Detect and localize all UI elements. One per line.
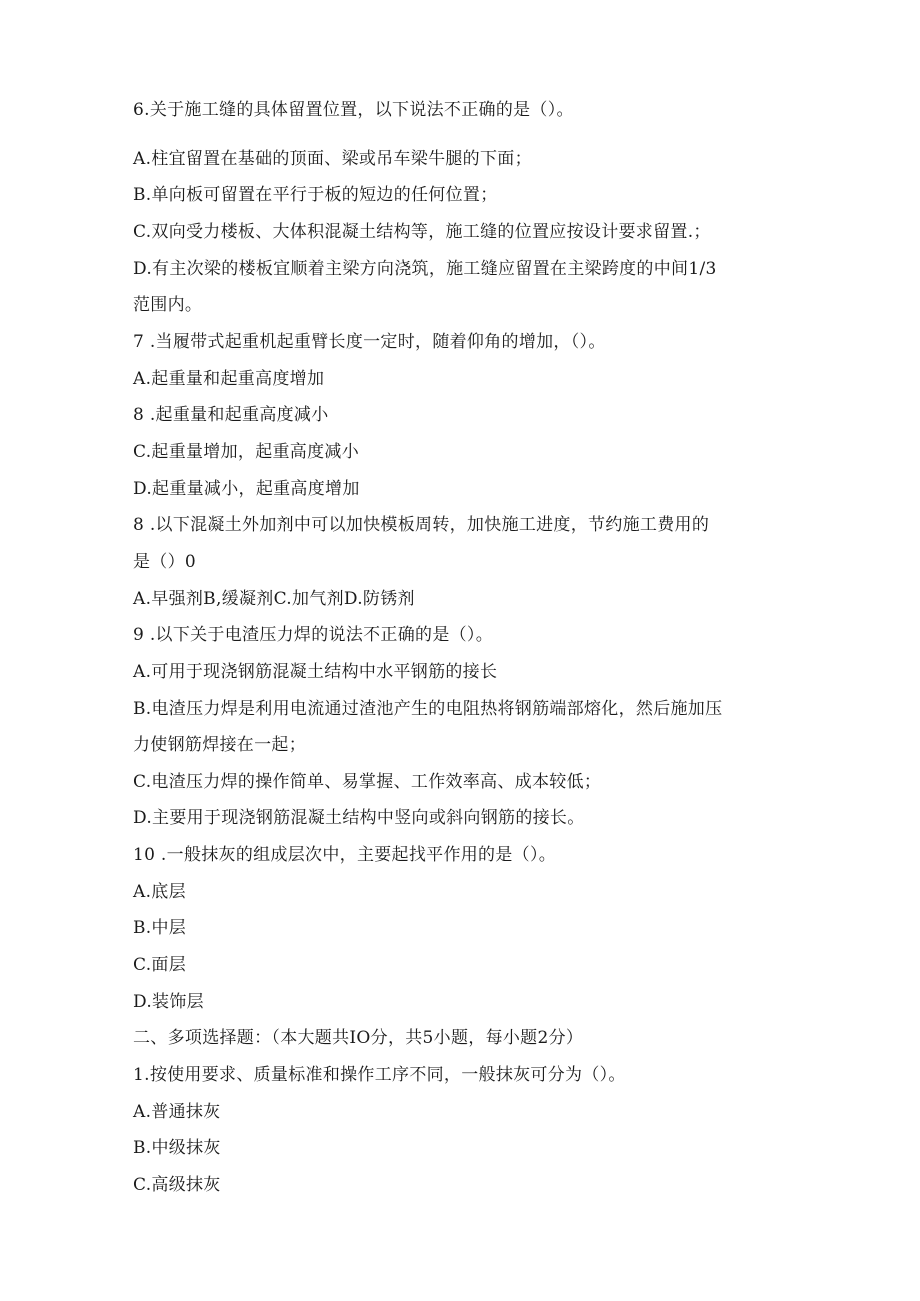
- question-10-option-b: B.中层: [133, 918, 187, 938]
- mc-question-1-option-c: C.高级抹灰: [133, 1175, 221, 1195]
- question-7-option-b: 8 .起重量和起重高度减小: [133, 405, 329, 425]
- question-9-option-a: A.可用于现浇钢筋混凝土结构中水平钢筋的接长: [133, 662, 498, 682]
- mc-question-1-stem: 1.按使用要求、质量标准和操作工序不同，一般抹灰可分为（）。: [133, 1065, 626, 1085]
- question-8-stem-cont: 是（）0: [133, 552, 197, 572]
- question-9-option-d: D.主要用于现浇钢筋混凝土结构中竖向或斜向钢筋的接长。: [133, 808, 585, 828]
- question-10-option-a: A.底层: [133, 882, 186, 902]
- question-6-option-b: B.单向板可留置在平行于板的短边的任何位置；: [133, 185, 498, 205]
- question-7-option-c: C.起重量增加，起重高度减小: [133, 442, 360, 462]
- question-8-options: A.早强剂B,缓凝剂C.加气剂D.防锈剂: [133, 589, 415, 609]
- section-heading-multiple-choice: 二、多项选择题：（本大题共IO分，共5小题，每小题2分）: [133, 1028, 584, 1048]
- question-9-option-b-cont: 力使钢筋焊接在一起；: [133, 735, 306, 755]
- question-6-option-d: D.有主次梁的楼板宜顺着主梁方向浇筑，施工缝应留置在主梁跨度的中间1/3: [133, 259, 717, 279]
- question-6-stem: 6.关于施工缝的具体留置位置，以下说法不正确的是（）。: [133, 100, 574, 120]
- question-7-stem: 7 .当履带式起重机起重臂长度一定时，随着仰角的增加，（）。: [133, 332, 606, 352]
- question-10-stem: 10 .一般抹灰的组成层次中，主要起找平作用的是（）。: [133, 845, 557, 865]
- question-10-option-c: C.面层: [133, 955, 187, 975]
- question-6-option-c: C.双向受力楼板、大体积混凝土结构等，施工缝的位置应按设计要求留置.；: [133, 222, 711, 242]
- mc-question-1-option-b: B.中级抹灰: [133, 1138, 221, 1158]
- question-6-option-d-cont: 范围内。: [133, 295, 203, 315]
- question-7-option-d: D.起重量减小，起重高度增加: [133, 479, 360, 499]
- question-9-option-c: C.电渣压力焊的操作简单、易掌握、工作效率高、成本较低；: [133, 772, 602, 792]
- question-8-stem: 8 .以下混凝土外加剂中可以加快模板周转，加快施工进度，节约施工费用的: [133, 515, 710, 535]
- question-9-option-b: B.电渣压力焊是利用电流通过渣池产生的电阻热将钢筋端部熔化，然后施加压: [133, 699, 723, 719]
- question-9-stem: 9 .以下关于电渣压力焊的说法不正确的是（）。: [133, 625, 494, 645]
- question-6-option-a: A.柱宜留置在基础的顶面、梁或吊车梁牛腿的下面；: [133, 149, 532, 169]
- mc-question-1-option-a: A.普通抹灰: [133, 1102, 221, 1122]
- question-10-option-d: D.装饰层: [133, 992, 204, 1012]
- question-7-option-a: A.起重量和起重高度增加: [133, 369, 325, 389]
